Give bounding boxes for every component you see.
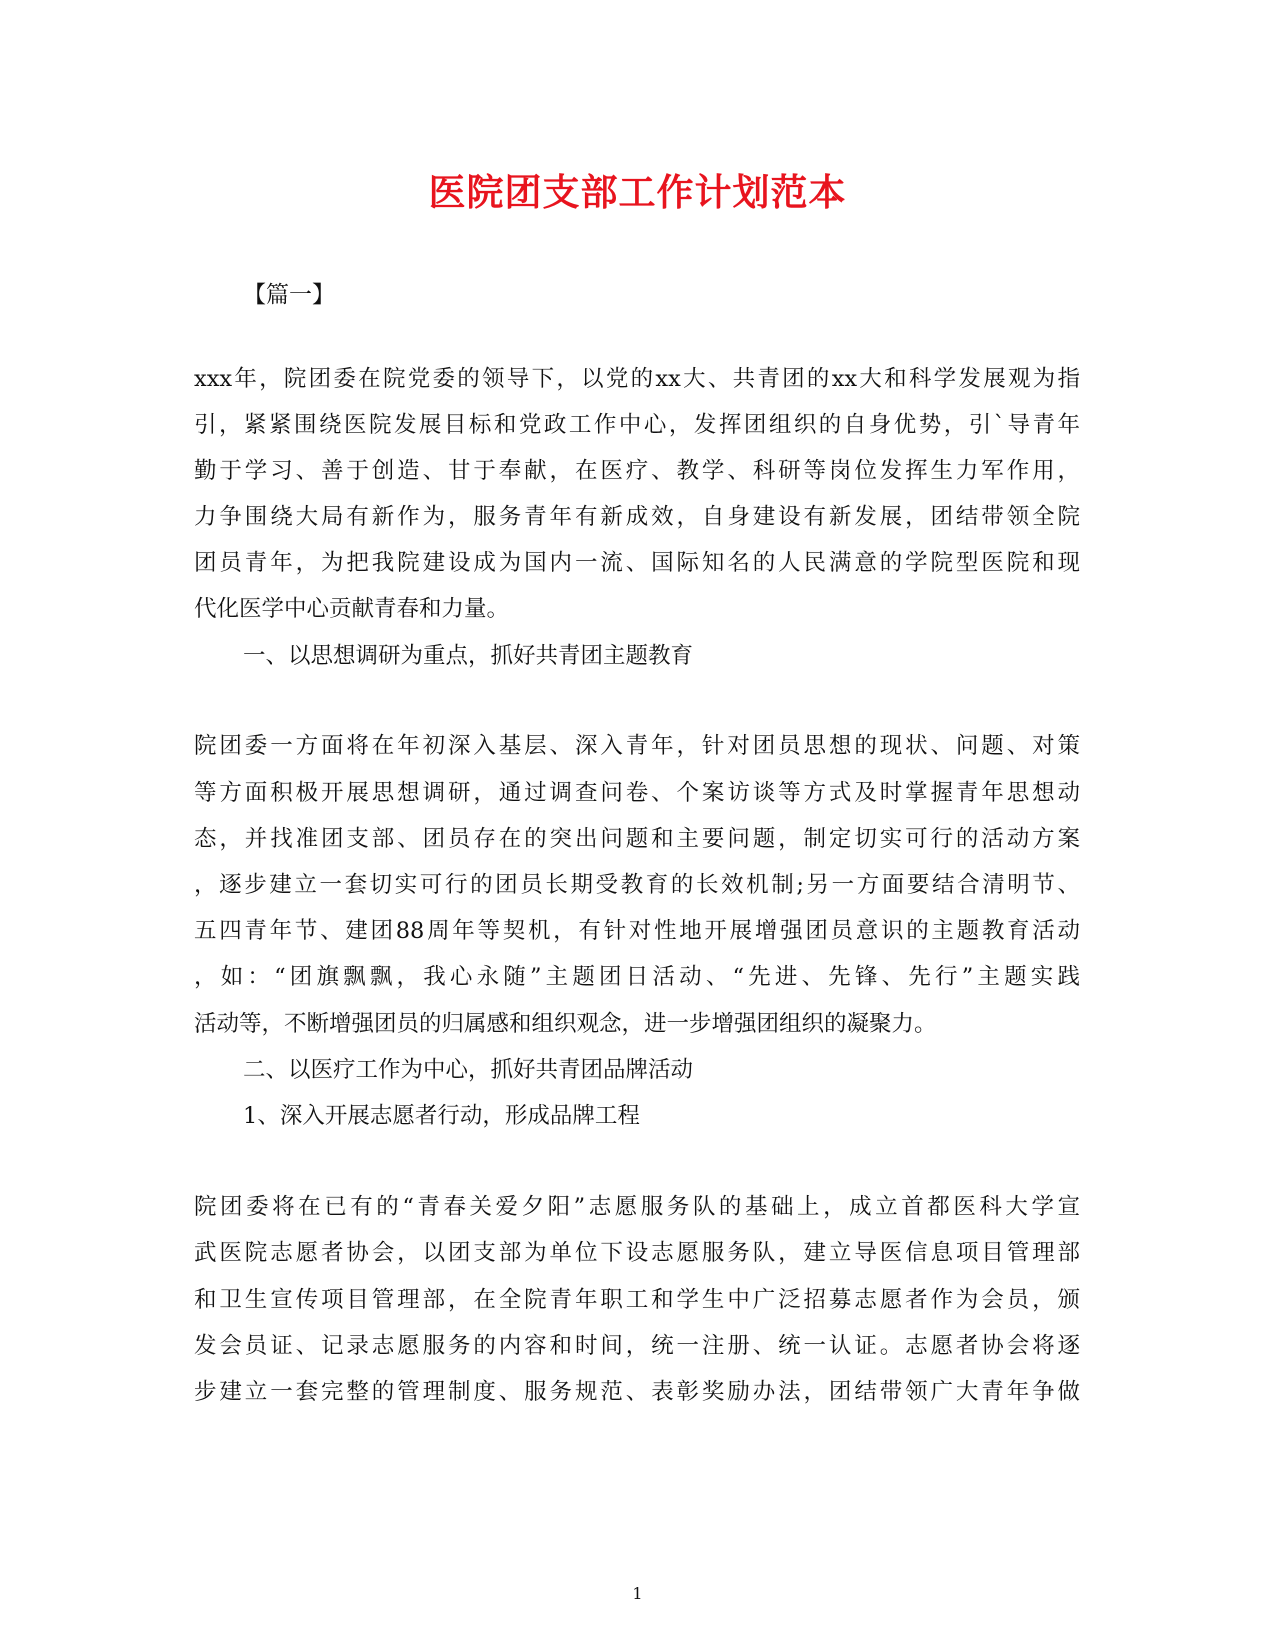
- paragraph-line: 院团委将在已有的“青春关爱夕阳”志愿服务队的基础上，成立首都医科大学宣: [194, 1194, 1080, 1220]
- paragraph-line: 院团委一方面将在年初深入基层、深入青年，针对团员思想的现状、问题、对策: [194, 733, 1080, 759]
- paragraph-line: 武医院志愿者协会，以团支部为单位下设志愿服务队，建立导医信息项目管理部: [194, 1240, 1080, 1266]
- paragraph-line: ，逐步建立一套切实可行的团员长期受教育的长效机制;另一方面要结合清明节、: [194, 872, 1080, 898]
- page-title: 医院团支部工作计划范本: [428, 170, 847, 214]
- subsection-heading: 1、深入开展志愿者行动，形成品牌工程: [243, 1103, 640, 1129]
- paragraph-line: 五四青年节、建团88周年等契机，有针对性地开展增强团员意识的主题教育活动: [194, 918, 1080, 944]
- paragraph-line: 活动等，不断增强团员的归属感和组织观念，进一步增强团组织的凝聚力。: [194, 1011, 937, 1037]
- paragraph-line: ，如：“团旗飘飘，我心永随”主题团日活动、“先进、先锋、先行”主题实践: [194, 964, 1080, 990]
- section-tag: 【篇一】: [243, 282, 335, 308]
- section-heading: 二、以医疗工作为中心，抓好共青团品牌活动: [243, 1057, 694, 1083]
- paragraph-line: 引，紧紧围绕医院发展目标和党政工作中心，发挥团组织的自身优势，引`导青年: [194, 412, 1080, 438]
- paragraph-line: xxx年，院团委在院党委的领导下，以党的xx大、共青团的xx大和科学发展观为指: [194, 366, 1080, 392]
- page-number: 1: [632, 1584, 643, 1603]
- paragraph-line: 发会员证、记录志愿服务的内容和时间，统一注册、统一认证。志愿者协会将逐: [194, 1333, 1080, 1359]
- paragraph-line: 勤于学习、善于创造、甘于奉献，在医疗、教学、科研等岗位发挥生力军作用，: [194, 458, 1080, 484]
- paragraph-line: 等方面积极开展思想调研，通过调查问卷、个案访谈等方式及时掌握青年思想动: [194, 780, 1080, 806]
- section-heading: 一、以思想调研为重点，抓好共青团主题教育: [243, 643, 694, 669]
- paragraph-line: 力争围绕大局有新作为，服务青年有新成效，自身建设有新发展，团结带领全院: [194, 504, 1080, 530]
- paragraph-line: 和卫生宣传项目管理部，在全院青年职工和学生中广泛招募志愿者作为会员，颁: [194, 1287, 1080, 1313]
- paragraph-line: 代化医学中心贡献青春和力量。: [194, 596, 510, 622]
- paragraph-line: 态，并找准团支部、团员存在的突出问题和主要问题，制定切实可行的活动方案: [194, 826, 1080, 852]
- paragraph-line: 步建立一套完整的管理制度、服务规范、表彰奖励办法，团结带领广大青年争做: [194, 1379, 1080, 1405]
- paragraph-line: 团员青年，为把我院建设成为国内一流、国际知名的人民满意的学院型医院和现: [194, 550, 1080, 576]
